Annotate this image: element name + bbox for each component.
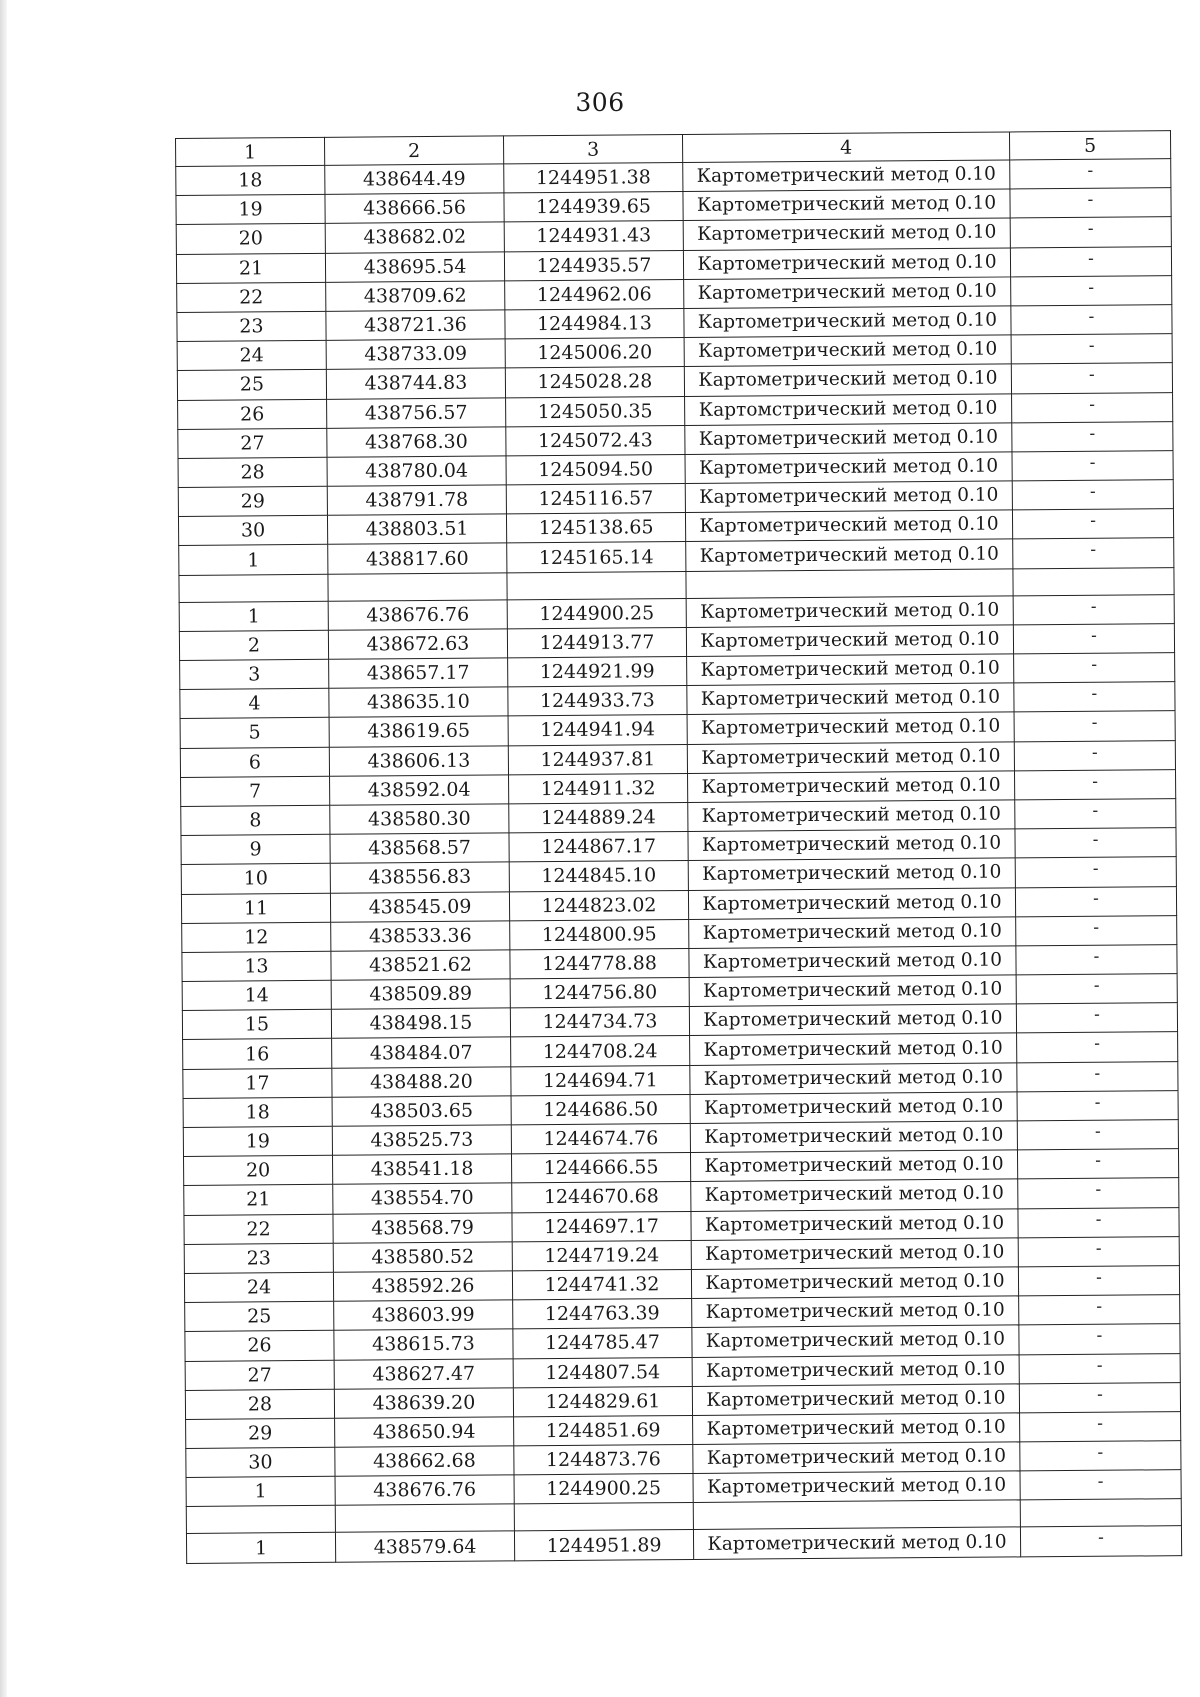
- cell-x-coordinate: 438592.04: [330, 775, 509, 806]
- cell-y-coordinate: 1244931.43: [504, 221, 683, 252]
- cell-point-number: 30: [186, 1447, 335, 1477]
- cell-point-number: 25: [177, 370, 326, 400]
- cell-x-coordinate: 438541.18: [332, 1154, 511, 1185]
- cell-method-accuracy: Картометрический метод 0.10: [685, 510, 1012, 542]
- cell-point-number: 24: [177, 340, 326, 370]
- empty-cell: [335, 1504, 514, 1532]
- cell-note: -: [1015, 857, 1176, 887]
- cell-x-coordinate: 438780.04: [327, 456, 506, 487]
- cell-point-number: 27: [178, 428, 327, 458]
- cell-note: -: [1020, 1412, 1181, 1442]
- cell-note: -: [1017, 1061, 1178, 1091]
- cell-point-number: 29: [186, 1418, 335, 1448]
- cell-method-accuracy: Картометрический метод 0.10: [688, 771, 1015, 803]
- cell-note: -: [1015, 799, 1176, 829]
- cell-y-coordinate: 1244708.24: [511, 1036, 690, 1067]
- empty-cell: [1013, 567, 1174, 595]
- cell-x-coordinate: 438615.73: [334, 1329, 513, 1360]
- cell-y-coordinate: 1244719.24: [512, 1240, 691, 1271]
- cell-note: -: [1016, 974, 1177, 1004]
- cell-y-coordinate: 1244962.06: [505, 279, 684, 310]
- cell-y-coordinate: 1244873.76: [514, 1445, 693, 1476]
- cell-note: -: [1014, 740, 1175, 770]
- cell-y-coordinate: 1245006.20: [505, 338, 684, 369]
- empty-cell: [186, 1506, 335, 1534]
- empty-cell: [179, 574, 328, 602]
- cell-x-coordinate: 438709.62: [326, 281, 505, 312]
- cell-note: -: [1018, 1207, 1179, 1237]
- cell-point-number: 26: [185, 1331, 334, 1361]
- cell-y-coordinate: 1245165.14: [507, 542, 686, 573]
- cell-method-accuracy: Картометрический метод 0.10: [685, 481, 1012, 513]
- cell-point-number: 7: [181, 776, 330, 806]
- cell-y-coordinate: 1244937.81: [508, 744, 687, 775]
- cell-method-accuracy: Картометрический метод 0.10: [684, 335, 1011, 367]
- cell-y-coordinate: 1245028.28: [505, 367, 684, 398]
- cell-y-coordinate: 1244756.80: [510, 978, 689, 1009]
- cell-y-coordinate: 1244921.99: [508, 656, 687, 687]
- cell-x-coordinate: 438682.02: [325, 222, 504, 253]
- empty-cell: [514, 1503, 693, 1531]
- cell-point-number: 15: [182, 1010, 331, 1040]
- cell-y-coordinate: 1244763.39: [513, 1299, 692, 1330]
- cell-note: -: [1011, 275, 1172, 305]
- cell-point-number: 18: [183, 1097, 332, 1127]
- scan-edge-shadow: [0, 0, 7, 1697]
- cell-x-coordinate: 438791.78: [327, 485, 506, 516]
- cell-point-number: 21: [184, 1185, 333, 1215]
- cell-x-coordinate: 438592.26: [333, 1271, 512, 1302]
- cell-method-accuracy: Картометрический метод 0.10: [686, 596, 1013, 628]
- cell-method-accuracy: Картометрический метод 0.10: [687, 712, 1014, 744]
- cell-y-coordinate: 1244911.32: [509, 773, 688, 804]
- cell-point-number: 28: [178, 457, 327, 487]
- cell-x-coordinate: 438554.70: [333, 1183, 512, 1214]
- cell-point-number: 1: [179, 601, 328, 631]
- cell-y-coordinate: 1244829.61: [513, 1386, 692, 1417]
- cell-y-coordinate: 1245094.50: [506, 454, 685, 485]
- column-header-5: 5: [1009, 131, 1170, 160]
- cell-method-accuracy: Картометрический метод 0.10: [683, 218, 1010, 250]
- cell-y-coordinate: 1245138.65: [506, 513, 685, 544]
- cell-method-accuracy: Картометрический метод 0.10: [691, 1238, 1018, 1270]
- cell-note: -: [1012, 509, 1173, 539]
- cell-note: -: [1010, 159, 1171, 189]
- cell-point-number: 9: [181, 834, 330, 864]
- cell-x-coordinate: 438768.30: [327, 427, 506, 458]
- cell-method-accuracy: Картометрический метод 0.10: [686, 539, 1013, 571]
- cell-method-accuracy: Картометрический метод 0.10: [684, 277, 1011, 309]
- cell-x-coordinate: 438545.09: [330, 891, 509, 922]
- cell-note: -: [1017, 1149, 1178, 1179]
- cell-note: -: [1018, 1236, 1179, 1266]
- cell-x-coordinate: 438744.83: [326, 368, 505, 399]
- cell-y-coordinate: 1244785.47: [513, 1328, 692, 1359]
- cell-x-coordinate: 438627.47: [334, 1358, 513, 1389]
- cell-note: -: [1019, 1353, 1180, 1383]
- column-header-1: 1: [176, 137, 325, 166]
- cell-note: -: [1010, 217, 1171, 247]
- page-number: 306: [575, 88, 625, 117]
- cell-method-accuracy: Картометрический метод 0.10: [690, 1063, 1017, 1095]
- cell-x-coordinate: 438525.73: [332, 1125, 511, 1156]
- cell-note: -: [1019, 1324, 1180, 1354]
- cell-x-coordinate: 438817.60: [328, 543, 507, 574]
- cell-y-coordinate: 1244889.24: [509, 802, 688, 833]
- cell-x-coordinate: 438756.57: [327, 397, 506, 428]
- cell-y-coordinate: 1245072.43: [506, 425, 685, 456]
- cell-note: -: [1018, 1266, 1179, 1296]
- cell-note: -: [1013, 594, 1174, 624]
- cell-point-number: 21: [176, 253, 325, 283]
- cell-method-accuracy: Картометрический метод 0.10: [693, 1442, 1020, 1474]
- cell-y-coordinate: 1244867.17: [509, 832, 688, 863]
- cell-note: -: [1012, 392, 1173, 422]
- cell-method-accuracy: Картометрический метод 0.10: [686, 625, 1013, 657]
- cell-method-accuracy: Картометрический метод 0.10: [688, 858, 1015, 890]
- cell-method-accuracy: Картометрический метод 0.10: [692, 1384, 1019, 1416]
- cell-method-accuracy: Картомстрический метод 0.10: [685, 393, 1012, 425]
- cell-y-coordinate: 1244697.17: [512, 1211, 691, 1242]
- cell-note: -: [1010, 188, 1171, 218]
- cell-y-coordinate: 1244666.55: [511, 1153, 690, 1184]
- cell-y-coordinate: 1244939.65: [504, 192, 683, 223]
- cell-note: -: [1011, 363, 1172, 393]
- cell-point-number: 28: [185, 1389, 334, 1419]
- cell-point-number: 2: [179, 630, 328, 660]
- cell-note: -: [1013, 623, 1174, 653]
- cell-note: -: [1012, 421, 1173, 451]
- cell-method-accuracy: Картометрический метод 0.10: [689, 975, 1016, 1007]
- cell-method-accuracy: Картометрический метод 0.10: [687, 683, 1014, 715]
- cell-method-accuracy: Картометрический метод 0.10: [689, 917, 1016, 949]
- empty-cell: [693, 1500, 1020, 1530]
- cell-method-accuracy: Картометрический метод 0.10: [685, 423, 1012, 455]
- column-header-4: 4: [682, 132, 1009, 163]
- cell-x-coordinate: 438488.20: [332, 1067, 511, 1098]
- cell-y-coordinate: 1244778.88: [510, 948, 689, 979]
- cell-x-coordinate: 438666.56: [325, 193, 504, 224]
- cell-y-coordinate: 1244800.95: [510, 919, 689, 950]
- cell-note: -: [1016, 1003, 1177, 1033]
- table-body: [176, 159, 1182, 1563]
- cell-point-number: 20: [176, 224, 325, 254]
- cell-y-coordinate: 1244674.76: [511, 1123, 690, 1154]
- cell-point-number: 24: [184, 1272, 333, 1302]
- cell-method-accuracy: Картометрический метод 0.10: [689, 1004, 1016, 1036]
- cell-point-number: 29: [178, 486, 327, 516]
- cell-note: -: [1015, 886, 1176, 916]
- cell-point-number: 22: [184, 1214, 333, 1244]
- cell-x-coordinate: 438635.10: [329, 687, 508, 718]
- cell-x-coordinate: 438606.13: [329, 745, 508, 776]
- cell-y-coordinate: 1244900.25: [514, 1474, 693, 1505]
- cell-x-coordinate: 438521.62: [331, 950, 510, 981]
- cell-y-coordinate: 1244686.50: [511, 1094, 690, 1125]
- cell-y-coordinate: 1244694.71: [511, 1065, 690, 1096]
- cell-note: -: [1014, 769, 1175, 799]
- cell-method-accuracy: Картометрический метод 0.10: [691, 1179, 1018, 1211]
- cell-point-number: 26: [178, 399, 327, 429]
- cell-note: -: [1016, 915, 1177, 945]
- cell-method-accuracy: Картометрический метод 0.10: [685, 452, 1012, 484]
- cell-point-number: 11: [181, 893, 330, 923]
- cell-x-coordinate: 438650.94: [335, 1417, 514, 1448]
- cell-method-accuracy: Картометрический метод 0.10: [683, 189, 1010, 221]
- cell-x-coordinate: 438644.49: [325, 164, 504, 195]
- empty-cell: [328, 573, 507, 601]
- cell-note: -: [1016, 945, 1177, 975]
- cell-method-accuracy: Картометрический метод 0.10: [690, 1033, 1017, 1065]
- cell-note: -: [1014, 653, 1175, 683]
- cell-point-number: 18: [176, 165, 325, 195]
- cell-y-coordinate: 1244807.54: [513, 1357, 692, 1388]
- cell-y-coordinate: 1244900.25: [507, 598, 686, 629]
- cell-method-accuracy: Картометрический метод 0.10: [692, 1325, 1019, 1357]
- cell-method-accuracy: Картометрический метод 0.10: [693, 1527, 1020, 1559]
- cell-y-coordinate: 1244741.32: [512, 1269, 691, 1300]
- cell-y-coordinate: 1244823.02: [509, 890, 688, 921]
- cell-x-coordinate: 438603.99: [334, 1300, 513, 1331]
- cell-point-number: 4: [180, 688, 329, 718]
- cell-note: -: [1020, 1526, 1181, 1556]
- cell-method-accuracy: Картометрический метод 0.10: [690, 1150, 1017, 1182]
- cell-method-accuracy: Картометрический метод 0.10: [690, 1121, 1017, 1153]
- cell-note: -: [1011, 334, 1172, 364]
- cell-method-accuracy: Картометрический метод 0.10: [684, 364, 1011, 396]
- cell-note: -: [1015, 828, 1176, 858]
- cell-method-accuracy: Картометрический метод 0.10: [688, 887, 1015, 919]
- cell-x-coordinate: 438676.76: [328, 600, 507, 631]
- cell-y-coordinate: 1244933.73: [508, 686, 687, 717]
- cell-method-accuracy: Картометрический метод 0.10: [692, 1296, 1019, 1328]
- cell-point-number: 14: [182, 980, 331, 1010]
- cell-note: -: [1014, 711, 1175, 741]
- cell-x-coordinate: 438676.76: [335, 1475, 514, 1506]
- cell-y-coordinate: 1245116.57: [506, 484, 685, 515]
- cell-x-coordinate: 438484.07: [332, 1037, 511, 1068]
- cell-note: -: [1017, 1120, 1178, 1150]
- cell-point-number: 5: [180, 718, 329, 748]
- cell-x-coordinate: 438498.15: [331, 1008, 510, 1039]
- cell-point-number: 3: [180, 659, 329, 689]
- cell-x-coordinate: 438568.57: [330, 833, 509, 864]
- cell-y-coordinate: 1244951.89: [514, 1530, 693, 1561]
- cell-point-number: 8: [181, 805, 330, 835]
- cell-point-number: 12: [182, 922, 331, 952]
- cell-method-accuracy: Картометрический метод 0.10: [692, 1354, 1019, 1386]
- cell-point-number: 16: [183, 1039, 332, 1069]
- cell-point-number: 19: [176, 195, 325, 225]
- cell-note: -: [1012, 451, 1173, 481]
- empty-cell: [686, 569, 1013, 599]
- empty-cell: [1020, 1499, 1181, 1527]
- column-header-2: 2: [324, 136, 503, 165]
- cell-note: -: [1014, 682, 1175, 712]
- cell-point-number: 22: [177, 282, 326, 312]
- cell-x-coordinate: 438568.79: [333, 1212, 512, 1243]
- cell-method-accuracy: Картометрический метод 0.10: [691, 1208, 1018, 1240]
- cell-method-accuracy: Картометрический метод 0.10: [693, 1413, 1020, 1445]
- cell-note: -: [1019, 1382, 1180, 1412]
- coordinates-table: [175, 130, 1182, 1563]
- cell-method-accuracy: Картометрический метод 0.10: [683, 160, 1010, 192]
- cell-note: -: [1017, 1090, 1178, 1120]
- cell-point-number: 19: [183, 1126, 332, 1156]
- cell-method-accuracy: Картометрический метод 0.10: [688, 829, 1015, 861]
- cell-x-coordinate: 438533.36: [331, 921, 510, 952]
- cell-point-number: 30: [178, 516, 327, 546]
- cell-x-coordinate: 438695.54: [325, 251, 504, 282]
- cell-method-accuracy: Картометрический метод 0.10: [687, 741, 1014, 773]
- cell-y-coordinate: 1244670.68: [512, 1182, 691, 1213]
- cell-x-coordinate: 438579.64: [335, 1531, 514, 1562]
- cell-x-coordinate: 438619.65: [329, 716, 508, 747]
- cell-y-coordinate: 1244935.57: [504, 250, 683, 281]
- cell-y-coordinate: 1244913.77: [507, 627, 686, 658]
- cell-x-coordinate: 438803.51: [327, 514, 506, 545]
- cell-point-number: 13: [182, 951, 331, 981]
- cell-method-accuracy: Картометрический метод 0.10: [687, 654, 1014, 686]
- cell-x-coordinate: 438721.36: [326, 310, 505, 341]
- cell-note: -: [1013, 538, 1174, 568]
- cell-x-coordinate: 438580.30: [330, 804, 509, 835]
- cell-x-coordinate: 438556.83: [330, 862, 509, 893]
- cell-method-accuracy: Картометрический метод 0.10: [689, 946, 1016, 978]
- cell-point-number: 1: [186, 1477, 335, 1507]
- cell-note: -: [1019, 1295, 1180, 1325]
- cell-x-coordinate: 438639.20: [334, 1388, 513, 1419]
- cell-y-coordinate: 1244984.13: [505, 308, 684, 339]
- cell-note: -: [1017, 1032, 1178, 1062]
- cell-x-coordinate: 438580.52: [333, 1242, 512, 1273]
- cell-x-coordinate: 438509.89: [331, 979, 510, 1010]
- empty-cell: [507, 571, 686, 599]
- cell-y-coordinate: 1244851.69: [514, 1415, 693, 1446]
- cell-note: -: [1020, 1470, 1181, 1500]
- cell-method-accuracy: Картометрический метод 0.10: [693, 1471, 1020, 1503]
- cell-y-coordinate: 1244951.38: [504, 163, 683, 194]
- cell-method-accuracy: Картометрический метод 0.10: [690, 1092, 1017, 1124]
- cell-point-number: 1: [179, 545, 328, 575]
- cell-point-number: 20: [184, 1155, 333, 1185]
- cell-x-coordinate: 438672.63: [328, 629, 507, 660]
- cell-method-accuracy: Картометрический метод 0.10: [683, 248, 1010, 280]
- cell-point-number: 6: [180, 747, 329, 777]
- cell-note: -: [1010, 246, 1171, 276]
- cell-x-coordinate: 438503.65: [332, 1096, 511, 1127]
- cell-point-number: 23: [177, 311, 326, 341]
- column-header-3: 3: [503, 135, 682, 164]
- cell-note: -: [1012, 480, 1173, 510]
- cell-x-coordinate: 438662.68: [335, 1446, 514, 1477]
- cell-point-number: 10: [181, 864, 330, 894]
- cell-x-coordinate: 438733.09: [326, 339, 505, 370]
- cell-point-number: 27: [185, 1360, 334, 1390]
- cell-method-accuracy: Картометрический метод 0.10: [688, 800, 1015, 832]
- cell-point-number: 17: [183, 1068, 332, 1098]
- cell-method-accuracy: Картометрический метод 0.10: [691, 1267, 1018, 1299]
- cell-point-number: 1: [186, 1533, 335, 1563]
- cell-note: -: [1020, 1441, 1181, 1471]
- cell-x-coordinate: 438657.17: [329, 658, 508, 689]
- cell-note: -: [1011, 305, 1172, 335]
- cell-point-number: 25: [185, 1301, 334, 1331]
- cell-note: -: [1018, 1178, 1179, 1208]
- cell-y-coordinate: 1244941.94: [508, 715, 687, 746]
- cell-y-coordinate: 1244734.73: [510, 1007, 689, 1038]
- cell-y-coordinate: 1245050.35: [506, 396, 685, 427]
- cell-y-coordinate: 1244845.10: [509, 861, 688, 892]
- cell-method-accuracy: Картометрический метод 0.10: [684, 306, 1011, 338]
- cell-point-number: 23: [184, 1243, 333, 1273]
